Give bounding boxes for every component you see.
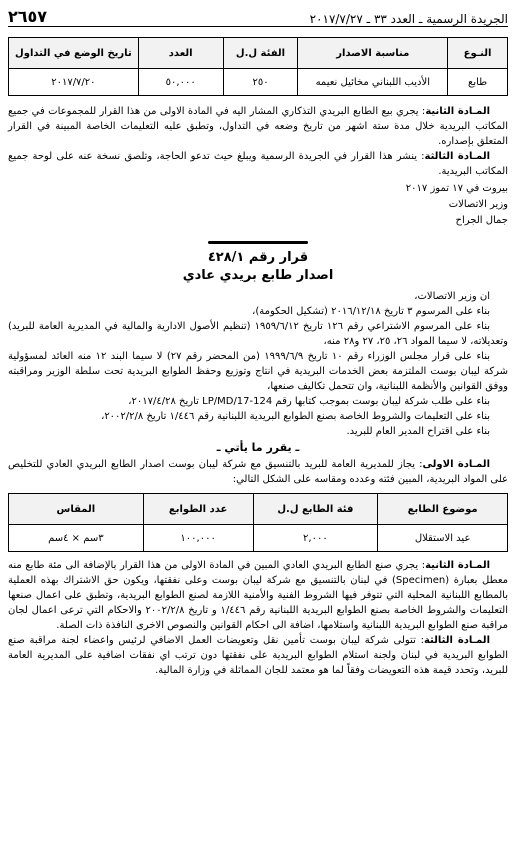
table-header-row bbox=[9, 494, 508, 525]
article-2-paragraph bbox=[8, 104, 508, 149]
section-divider bbox=[8, 235, 508, 249]
minister-name: جمال الجراح bbox=[455, 215, 508, 226]
col-quantity: عدد الطوابع bbox=[143, 494, 253, 525]
cell-quantity: ١٠٠,٠٠٠ bbox=[143, 525, 253, 552]
preamble-line: بناء على قرار مجلس الوزراء رقم ١٠ تاريخ ١٩٩٩/٦/٩ (من المحضر رقم ٢٧) لا سيما البند ١٢ منه العائد لمسؤولية شركة ليبان بوست الملتزمة بعض الخدمات البريدية في انتاج وتوزيع وحفظ الطوابع البريدية تحت سلطة الوزير ومراقبته ووفق القوانين والأنظمة اللبنانية، وان تتحمل تكاليف صنعها، bbox=[8, 351, 508, 392]
cell-subject: عيد الاستقلال bbox=[378, 525, 508, 552]
decides-line: ـ يقرر ما يأتي ـ bbox=[216, 441, 300, 454]
cell-quantity: ٥٠,٠٠٠ bbox=[138, 69, 223, 96]
decision-subtitle: اصدار طابع بريدي عادي bbox=[182, 268, 334, 283]
decision1-body bbox=[8, 104, 508, 229]
decision-title: قرار رقم ٤٢٨/١ bbox=[207, 250, 309, 265]
preamble-line: بناء على اقتراح المدير العام للبريد. bbox=[346, 426, 490, 437]
cell-denomination: ٢,٠٠٠ bbox=[253, 525, 378, 552]
table-row bbox=[9, 525, 508, 552]
table-header-row bbox=[9, 38, 508, 69]
table-row bbox=[9, 69, 508, 96]
col-size: المقاس bbox=[9, 494, 144, 525]
col-denomination: الفئة ل.ل bbox=[223, 38, 298, 69]
document-page bbox=[8, 4, 508, 852]
col-occasion: مناسبة الاصدار bbox=[298, 38, 448, 69]
col-denomination: فئة الطابع ل.ل bbox=[253, 494, 378, 525]
preamble-line: بناء على المرسوم الاشتراعي رقم ١٢٦ تاريخ ١٩٥٩/٦/١٢ (تنظيم الأصول الادارية والمالية في المديرية العامة للبريد) وتعديلاته، لا سيما المواد ٢٦، ٢٥، ٢٧ و٢٨ منه، bbox=[8, 321, 508, 347]
article-1-paragraph bbox=[8, 457, 508, 487]
signature-block bbox=[8, 181, 508, 229]
cell-occasion: الأديب اللبناني مخائيل نعيمه bbox=[298, 69, 448, 96]
col-quantity: العدد bbox=[138, 38, 223, 69]
article-3-paragraph bbox=[8, 149, 508, 179]
col-issue-date: تاريخ الوضع في التداول bbox=[9, 38, 139, 69]
cell-type: طابع bbox=[448, 69, 508, 96]
preamble-line: بناء على طلب شركة ليبان بوست بموجب كتابها رقم LP/MD/17-124 تاريخ ٢٠١٧/٤/٢٨، bbox=[128, 396, 490, 407]
decision2-preamble bbox=[8, 289, 508, 439]
col-subject: موضوع الطابع bbox=[378, 494, 508, 525]
stamp-table-1 bbox=[8, 37, 508, 96]
article-text: : ينشر هذا القرار في الجريدة الرسمية ويبلغ حيث تدعو الحاجة، وتلصق نسخة عنه على لوحة جميع المكاتب البريدية. bbox=[8, 151, 508, 177]
article-text: : تتولى شركة ليبان بوست تأمين نقل وتعويضات العمل الاضافي لرئيس واعضاء لجنة مراقبة صنع الطوابع البريدية في لبنان ولجنة استلام الطوابع البريدية على نفقتها دون ترتب اي نفقات اضافية على المديرية العامة للبريد، وتحدد قيمة هذه التعويضات وفقاً لما هو معتمد للجان المماثلة في وزارة المالية. bbox=[8, 635, 508, 676]
cell-size: ٣سم × ٤سم bbox=[9, 525, 144, 552]
article-text: : يجري بيع الطابع البريدي التذكاري المشار اليه في المادة الاولى من هذا القرار للمجموعات في جميع المكاتب البريدية خلال مدة ستة اشهر من تاريخ وضعه في التداول، وتطبق عليه التعليمات الخاصة المبينة في القرار المتعلق بإصداره. bbox=[8, 106, 508, 147]
preamble-line: ان وزير الاتصالات، bbox=[414, 291, 490, 302]
article-text: : يجاز للمديرية العامة للبريد بالتنسيق مع شركة ليبان بوست اصدار الطابع البريدي العادي للتخليص على المواد البريدية، المبين فئته وعدده ومقاسه على الشكل التالي: bbox=[8, 459, 508, 485]
page-number: ٢٦٥٧ bbox=[8, 7, 48, 26]
preamble-line: بناء على المرسوم ٣ تاريخ ٢٠١٦/١٢/١٨ (تشكيل الحكومة)، bbox=[252, 306, 490, 317]
article-label: المـادة الثالثة bbox=[424, 151, 491, 162]
article-label: المـادة الثانية bbox=[425, 106, 490, 117]
gazette-issue-line: الجريدة الرسمية ـ العدد ٣٣ ـ ٢٠١٧/٧/٢٧ bbox=[309, 12, 508, 26]
article-2-paragraph bbox=[8, 558, 508, 633]
article-label: المـادة الثالثة bbox=[423, 635, 490, 646]
preamble-line: بناء على التعليمات والشروط الخاصة بصنع الطوابع البريدية اللبنانية رقم ١/٤٤٦ تاريخ ٢٠٠٢/٢/٨، bbox=[101, 411, 490, 422]
decision2-articles bbox=[8, 558, 508, 678]
page-header bbox=[8, 4, 508, 27]
place-date: بيروت في ١٧ تموز ٢٠١٧ bbox=[405, 183, 508, 194]
cell-denomination: ٢٥٠ bbox=[223, 69, 298, 96]
stamp-table-2 bbox=[8, 493, 508, 552]
article-text: : يجري صنع الطابع البريدي العادي المبين في المادة الاولى من هذا القرار بالإضافة الى مئة طابع منه معطل بعبارة (Specimen) في لبنان بالتنسيق مع شركة ليبان بوست وعلى نفقتها، ويكون حق الاشتراك بهذه العملية بالمطابع اللبنانية المحلية التي تتوفر فيها الشروط الفنية والأمنية اللازمة لصنع الطوابع البريدية، وتطبق على اعمال صنعها التعليمات والشروط الخاصة بصنع الطوابع البريدية اللبنانية رقم ١/٤٤٦ و تاريخ ٢٠٠٢/٢/٨ والاحكام التي ترعى اعمال لجان مراقبة صنع الطوابع البريدية اللبنانية واستلامها، اضافة الى احكام القوانين والنصوص الاخرى النافذة ذات الصلة. bbox=[8, 560, 508, 631]
article-label: المـادة الاولى bbox=[422, 459, 490, 470]
minister-title: وزير الاتصالات bbox=[448, 199, 508, 210]
article-label: المـادة الثانية bbox=[425, 560, 491, 571]
article-3-paragraph bbox=[8, 633, 508, 678]
cell-issue-date: ٢٠١٧/٧/٢٠ bbox=[9, 69, 139, 96]
col-type: النـوع bbox=[448, 38, 508, 69]
